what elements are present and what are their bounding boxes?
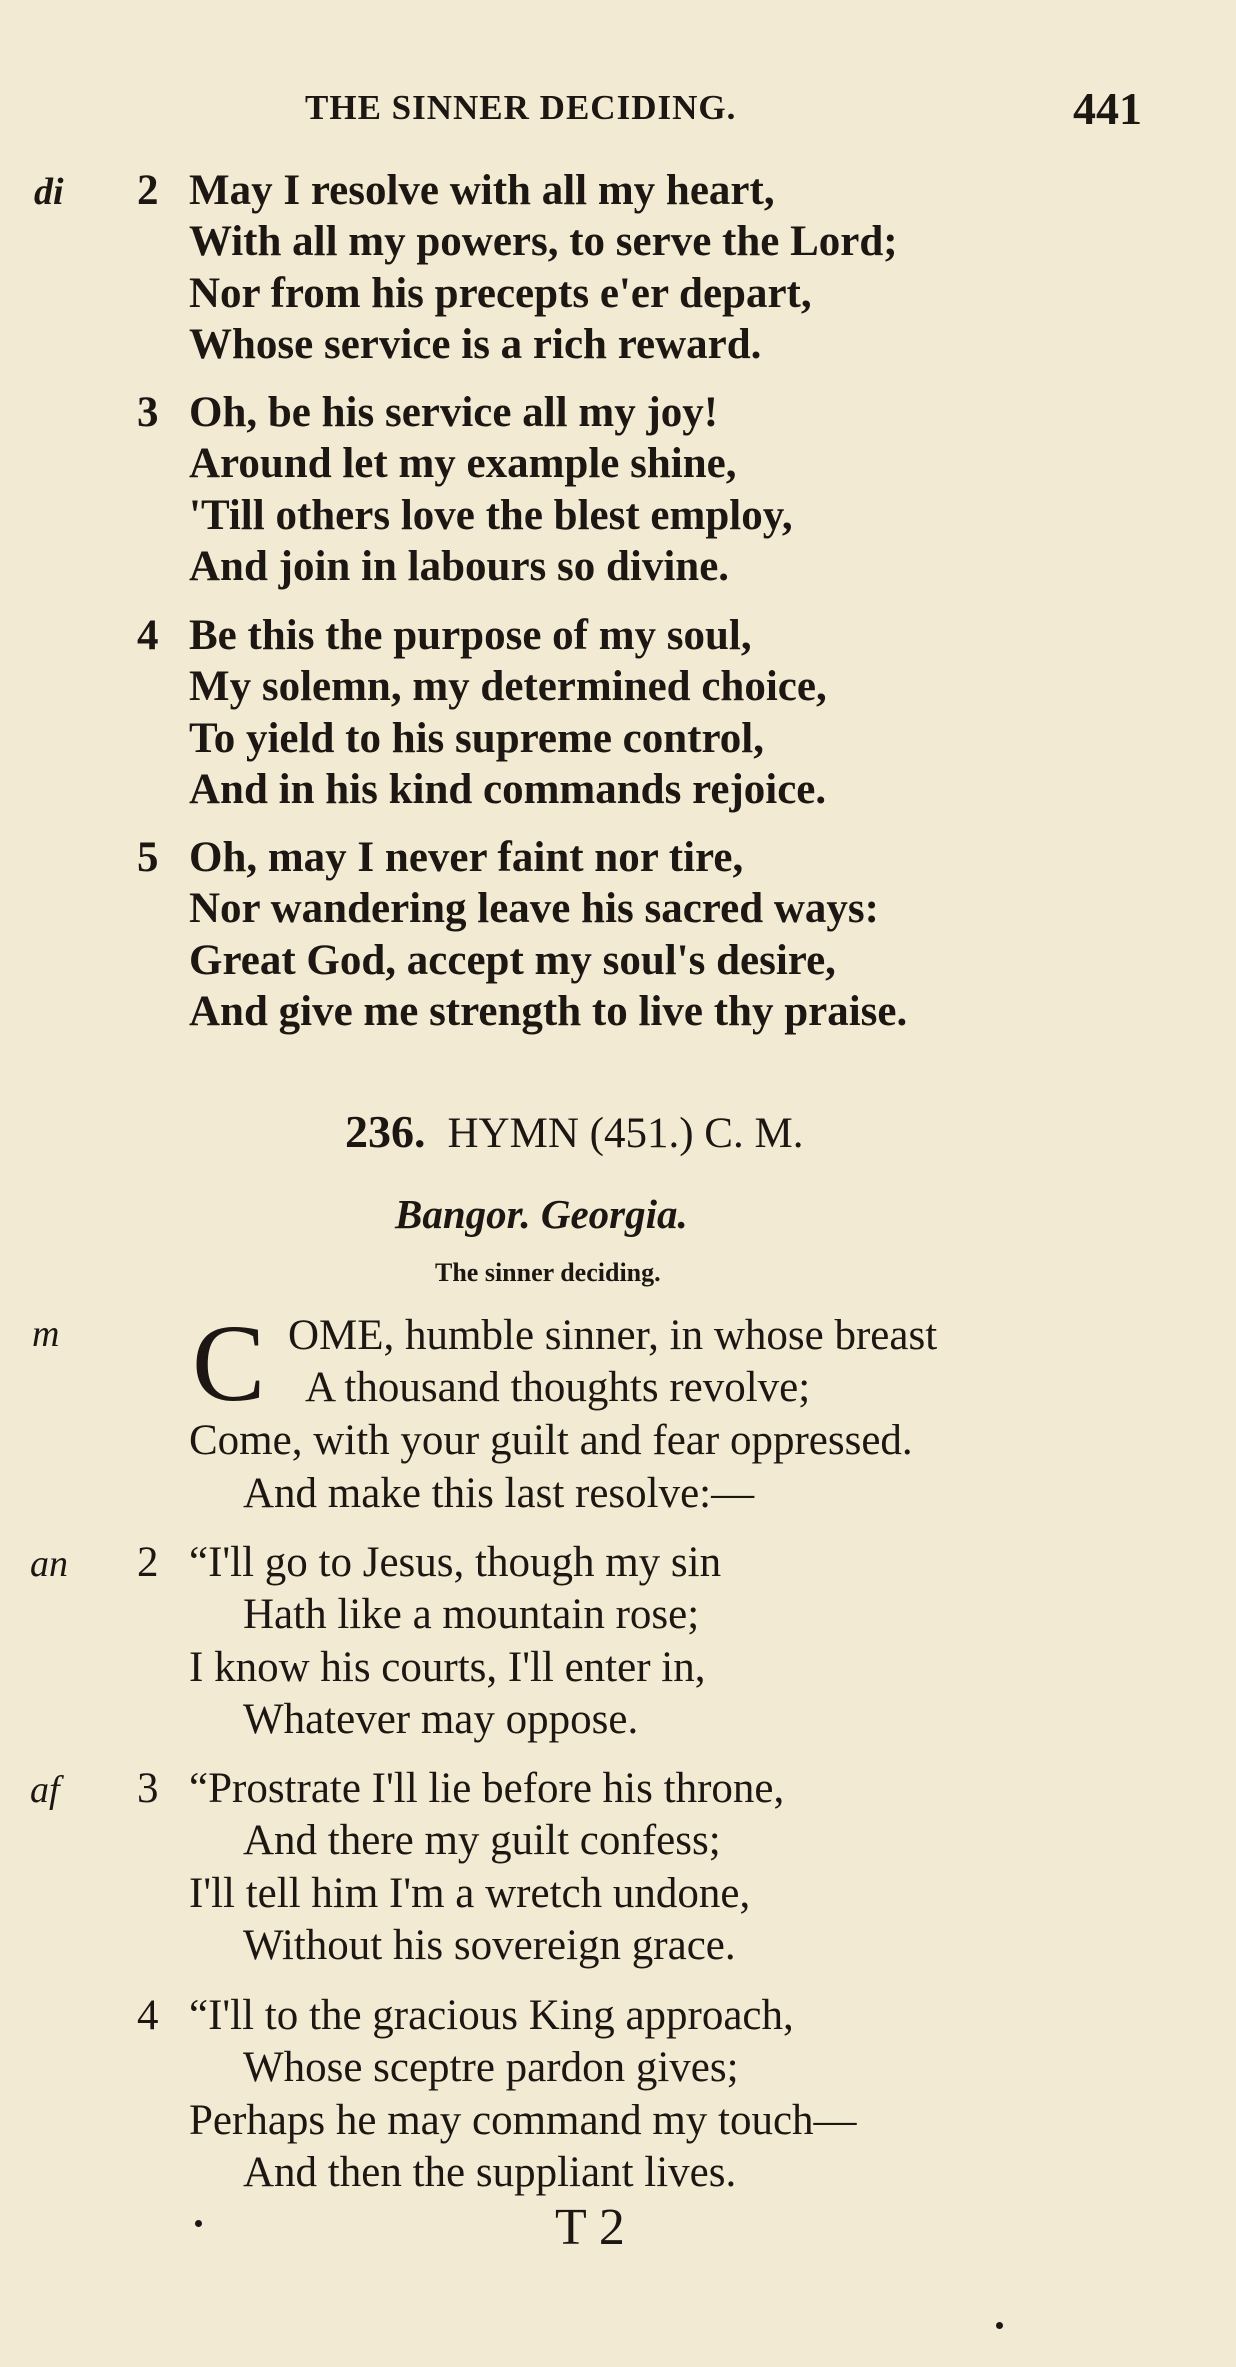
- verse-line: And in his kind commands rejoice.: [189, 766, 827, 813]
- verse-line: Perhaps he may command my touch—: [189, 2097, 857, 2144]
- verse-line: Nor from his precepts e'er depart,: [189, 270, 812, 317]
- verse-line: I know his courts, I'll enter in,: [189, 1644, 706, 1691]
- hymn-heading: [345, 1105, 803, 1158]
- verse-number: 5: [137, 834, 159, 881]
- hymn-title: HYMN (451.) C. M.: [447, 1110, 804, 1157]
- verse-line: To yield to his supreme control,: [189, 715, 764, 762]
- print-speck: [996, 2322, 1003, 2329]
- verse-line: My solemn, my determined choice,: [189, 663, 827, 710]
- verse-line: I'll tell him I'm a wretch undone,: [189, 1870, 751, 1917]
- verse-line: 2 “I'll go to Jesus, though my sin: [137, 1537, 721, 1589]
- drop-cap: C: [192, 1302, 266, 1424]
- verse-line: Around let my example shine,: [189, 440, 737, 487]
- verse-line: Without his sovereign grace.: [243, 1922, 736, 1969]
- verse-line: And there my guilt confess;: [243, 1817, 721, 1864]
- verse-number: 3: [137, 1765, 159, 1812]
- verse-line: 3 “Prostrate I'll lie before his throne,: [137, 1763, 784, 1815]
- margin-mark-di: di: [34, 171, 64, 213]
- verse-line: Hath like a mountain rose;: [243, 1591, 700, 1638]
- verse-number: 2: [137, 167, 159, 214]
- verse-number: 4: [137, 1992, 159, 2039]
- verse-line: A thousand thoughts revolve;: [305, 1364, 811, 1411]
- verse-line: With all my powers, to serve the Lord;: [189, 218, 898, 265]
- running-header: THE SINNER DECIDING.: [305, 88, 737, 127]
- verse-line: Whose service is a rich reward.: [189, 321, 762, 368]
- verse-line: And give me strength to live thy praise.: [189, 988, 908, 1035]
- verse-line: 2 May I resolve with all my heart,: [137, 165, 775, 217]
- hymn-number: 236.: [345, 1106, 426, 1157]
- margin-mark-af: af: [30, 1769, 60, 1811]
- margin-mark-m: m: [32, 1313, 60, 1355]
- margin-mark-an: an: [30, 1543, 68, 1585]
- verse-number: 2: [137, 1539, 159, 1586]
- verse-line: Great God, accept my soul's desire,: [189, 937, 836, 984]
- verse-line: 4 “I'll to the gracious King approach,: [137, 1990, 794, 2042]
- tune-names: Bangor. Georgia.: [395, 1191, 688, 1237]
- page-number: 441: [1073, 83, 1142, 134]
- verse-number: 3: [137, 389, 159, 436]
- hymn-subtitle: The sinner deciding.: [435, 1258, 661, 1287]
- verse-line: Come, with your guilt and fear oppressed.: [189, 1417, 913, 1464]
- verse-line: And then the suppliant lives.: [243, 2149, 737, 2196]
- verse-line: 3 Oh, be his service all my joy!: [137, 387, 718, 439]
- verse-line: 'Till others love the blest employ,: [189, 492, 793, 539]
- print-speck: [195, 2220, 202, 2227]
- verse-line: 4 Be this the purpose of my soul,: [137, 610, 752, 662]
- verse-line: 5 Oh, may I never faint nor tire,: [137, 832, 743, 884]
- verse-number: 4: [137, 612, 159, 659]
- signature-mark: T 2: [555, 2199, 625, 2256]
- verse-line: Nor wandering leave his sacred ways:: [189, 885, 879, 932]
- verse-line: Whose sceptre pardon gives;: [243, 2044, 739, 2091]
- verse-line: And join in labours so divine.: [189, 543, 730, 590]
- verse-line: And make this last resolve:—: [243, 1470, 755, 1517]
- verse-line: Whatever may oppose.: [243, 1696, 639, 1743]
- verse-line: OME, humble sinner, in whose breast: [288, 1312, 938, 1359]
